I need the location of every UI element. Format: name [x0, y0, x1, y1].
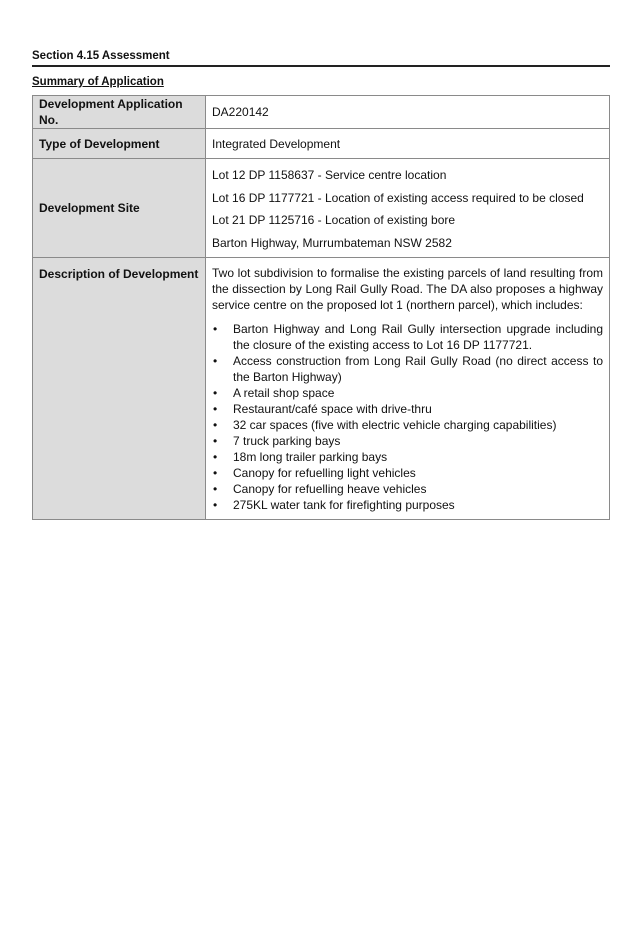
table-row-site: [33, 159, 610, 258]
list-item-text: 7 truck parking bays: [233, 433, 341, 448]
document-page: [32, 50, 610, 520]
description-bullet-list: [212, 321, 603, 513]
application-no-value: DA220142: [206, 96, 610, 129]
type-value: Integrated Development: [206, 129, 610, 159]
bullet-icon: •: [213, 401, 218, 416]
section-title: Section 4.15 Assessment: [32, 50, 610, 67]
summary-table: [32, 95, 610, 520]
bullet-icon: •: [213, 449, 218, 464]
list-item: [212, 465, 603, 481]
list-item: [212, 353, 603, 385]
list-item: [212, 417, 603, 433]
table-row-application-no: [33, 96, 610, 129]
summary-title: Summary of Application: [32, 76, 164, 88]
list-item-text: 32 car spaces (five with electric vehicle charging capabilities): [233, 417, 557, 432]
site-line: Lot 21 DP 1125716 - Location of existing bore: [212, 213, 456, 227]
bullet-icon: •: [213, 481, 218, 496]
bullet-icon: •: [213, 353, 218, 368]
list-item-text: Restaurant/café space with drive-thru: [233, 401, 432, 416]
bullet-icon: •: [213, 321, 218, 336]
bullet-icon: •: [213, 417, 218, 432]
list-item-text: Barton Highway and Long Rail Gully intersection upgrade including the closure of the existing access to Lot 16 DP 1177721.: [233, 321, 603, 352]
list-item-text: 18m long trailer parking bays: [233, 449, 388, 464]
bullet-icon: •: [213, 385, 218, 400]
site-line: Lot 16 DP 1177721 - Location of existing access required to be closed: [212, 190, 584, 205]
table-row-description: [33, 257, 610, 519]
list-item-text: A retail shop space: [233, 385, 335, 400]
description-text: Two lot subdivision to formalise the existing parcels of land resulting from the dissection by Long Rail Gully Road. The DA also proposes a highway service centre on the proposed lot 1 (northern parcel), which includes:: [212, 265, 603, 312]
list-item: [212, 385, 603, 401]
list-item: [212, 481, 603, 497]
list-item: [212, 321, 603, 353]
site-value: [206, 159, 610, 258]
list-item: [212, 497, 603, 513]
site-line: Barton Highway, Murrumbateman NSW 2582: [212, 235, 452, 250]
list-item-text: 275KL water tank for firefighting purposes: [233, 497, 455, 512]
type-label: Type of Development: [33, 129, 206, 159]
description-value: [206, 257, 610, 519]
application-no-label: Development Application No.: [33, 96, 206, 129]
table-row-type: [33, 129, 610, 159]
list-item: [212, 449, 603, 465]
list-item-text: Canopy for refuelling heave vehicles: [233, 481, 427, 496]
bullet-icon: •: [213, 497, 218, 512]
list-item: [212, 401, 603, 417]
list-item-text: Canopy for refuelling light vehicles: [233, 465, 416, 480]
bullet-icon: •: [213, 465, 218, 480]
list-item: [212, 433, 603, 449]
site-label: Development Site: [33, 159, 206, 258]
list-item-text: Access construction from Long Rail Gully Road (no direct access to the Barton Highway): [233, 353, 603, 384]
site-line: Lot 12 DP 1158637 - Service centre location: [212, 168, 447, 182]
bullet-icon: •: [213, 433, 218, 448]
description-label: Description of Development: [33, 257, 206, 519]
